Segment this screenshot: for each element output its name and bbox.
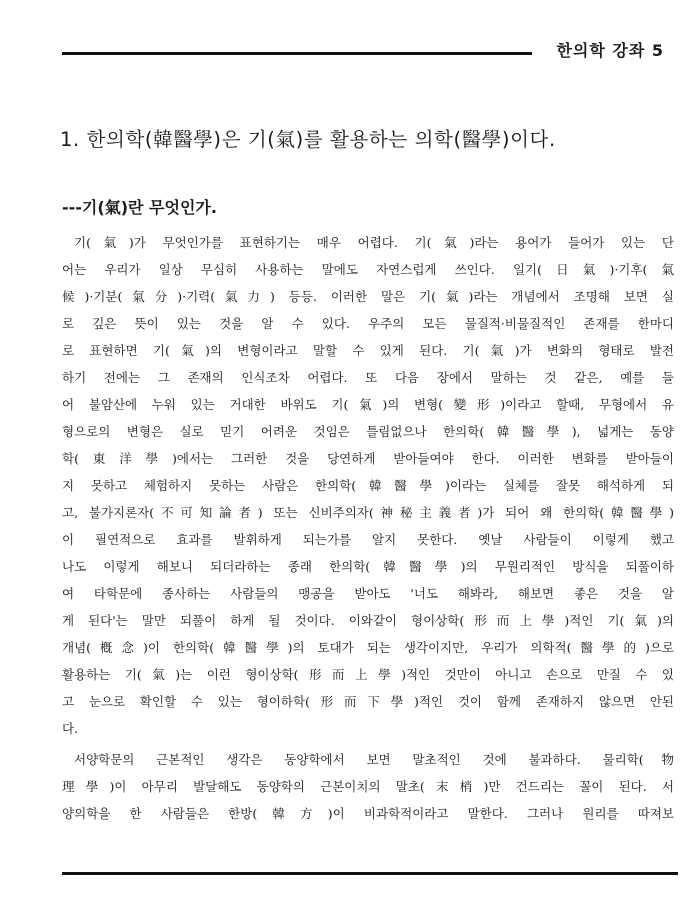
paragraph-1 — [62, 229, 674, 742]
body-text — [62, 229, 674, 827]
text-line: 로 깊은 뜻이 있는 것을 알 수 있다. 우주의 모든 물질적·비물질적인 존재를 한마디 — [62, 316, 674, 331]
text-line: 기(氣)가 무엇인가를 표현하기는 매우 어렵다. 기(氣)라는 용어가 들어가 있는 단 — [74, 235, 674, 250]
text-line: 다. — [62, 721, 79, 736]
paragraph-2 — [62, 746, 674, 827]
text-line: 나도 이렇게 해보니 되더라하는 종래 한의학(韓醫學)의 무원리적인 방식을 되풀이하 — [62, 559, 674, 574]
text-line: 개념(槪念)이 한의학(韓醫學)의 토대가 되는 생각이지만, 우리가 의학적(醫學的)으로 — [62, 640, 674, 655]
text-line: 형으로의 변형은 실로 믿기 어려운 것임은 틀림없으나 한의학(韓醫學), 넓게는 동양 — [62, 424, 674, 439]
section-heading: ---기(氣)란 무엇인가. — [62, 198, 217, 217]
text-line: 이 필연적으로 효과를 발휘하게 되는가를 알지 못한다. 옛날 사람들이 이렇게 했고 — [62, 532, 674, 547]
text-line: 학(東洋學)에서는 그러한 것을 당연하게 받아들여야 한다. 이러한 변화를 받아들이 — [62, 451, 674, 466]
running-header: 한의학 강좌 5 — [556, 41, 664, 60]
text-line: 로 표현하면 기(氣)의 변형이라고 말할 수 있게 된다. 기(氣)가 변화의 형태로 발전 — [62, 343, 674, 358]
text-line: 서양학문의 근본적인 생각은 동양학에서 보면 말초적인 것에 불과하다. 물리학(物 — [74, 752, 674, 767]
text-line: 어는 우리가 일상 무심히 사용하는 말에도 자연스럽게 쓰인다. 일기(日氣)·기후(氣 — [62, 262, 674, 277]
text-line: 고 눈으로 확인할 수 있는 형이하학(形而下學)적인 것이 함께 존재하지 않으면 안된 — [62, 694, 674, 709]
text-line: 하기 전에는 그 존재의 인식조차 어렵다. 또 다음 장에서 말하는 것 같은, 예를 들 — [62, 370, 674, 385]
text-line: 게 된다'는 말만 되풀이 하게 될 것이다. 이와같이 형이상학(形而上學)적인 기(氣)의 — [62, 613, 674, 628]
text-line: 활용하는 기(氣)는 이런 형이상학(形而上學)적인 것만이 아니고 손으로 만질 수 있 — [62, 667, 674, 682]
text-line: 여 타학문에 종사하는 사람들의 맹공을 받아도 '너도 해봐라, 해보면 좋은 것을 알 — [62, 586, 674, 601]
footer-rule — [62, 872, 678, 875]
text-line: 고, 불가지론자(不可知論者) 또는 신비주의자(神秘主義者)가 되어 왜 한의학(韓醫學) — [62, 505, 674, 520]
text-line: 候)·기분(氣分)·기력(氣力) 등등. 이러한 말은 기(氣)라는 개념에서 조명해 보면 실 — [62, 289, 674, 304]
text-line: 지 못하고 체험하지 못하는 사람은 한의학(韓醫學)이라는 실체를 잘못 해석하게 되 — [62, 478, 674, 493]
header-rule — [62, 52, 532, 55]
text-line: 양의학을 한 사람들은 한방(韓方)이 비과학적이라고 말한다. 그러나 원리를 따져보 — [62, 806, 674, 821]
text-line: 理學)이 아무리 발달해도 동양학의 근본이치의 말초(末梢)만 건드리는 꼴이 된다. 서 — [62, 779, 674, 794]
chapter-title: 1. 한의학(韓醫學)은 기(氣)를 활용하는 의학(醫學)이다. — [60, 128, 556, 151]
text-line: 어 불암산에 누워 있는 거대한 바위도 기(氣)의 변형(變形)이라고 할때, 무형에서 유 — [62, 397, 674, 412]
